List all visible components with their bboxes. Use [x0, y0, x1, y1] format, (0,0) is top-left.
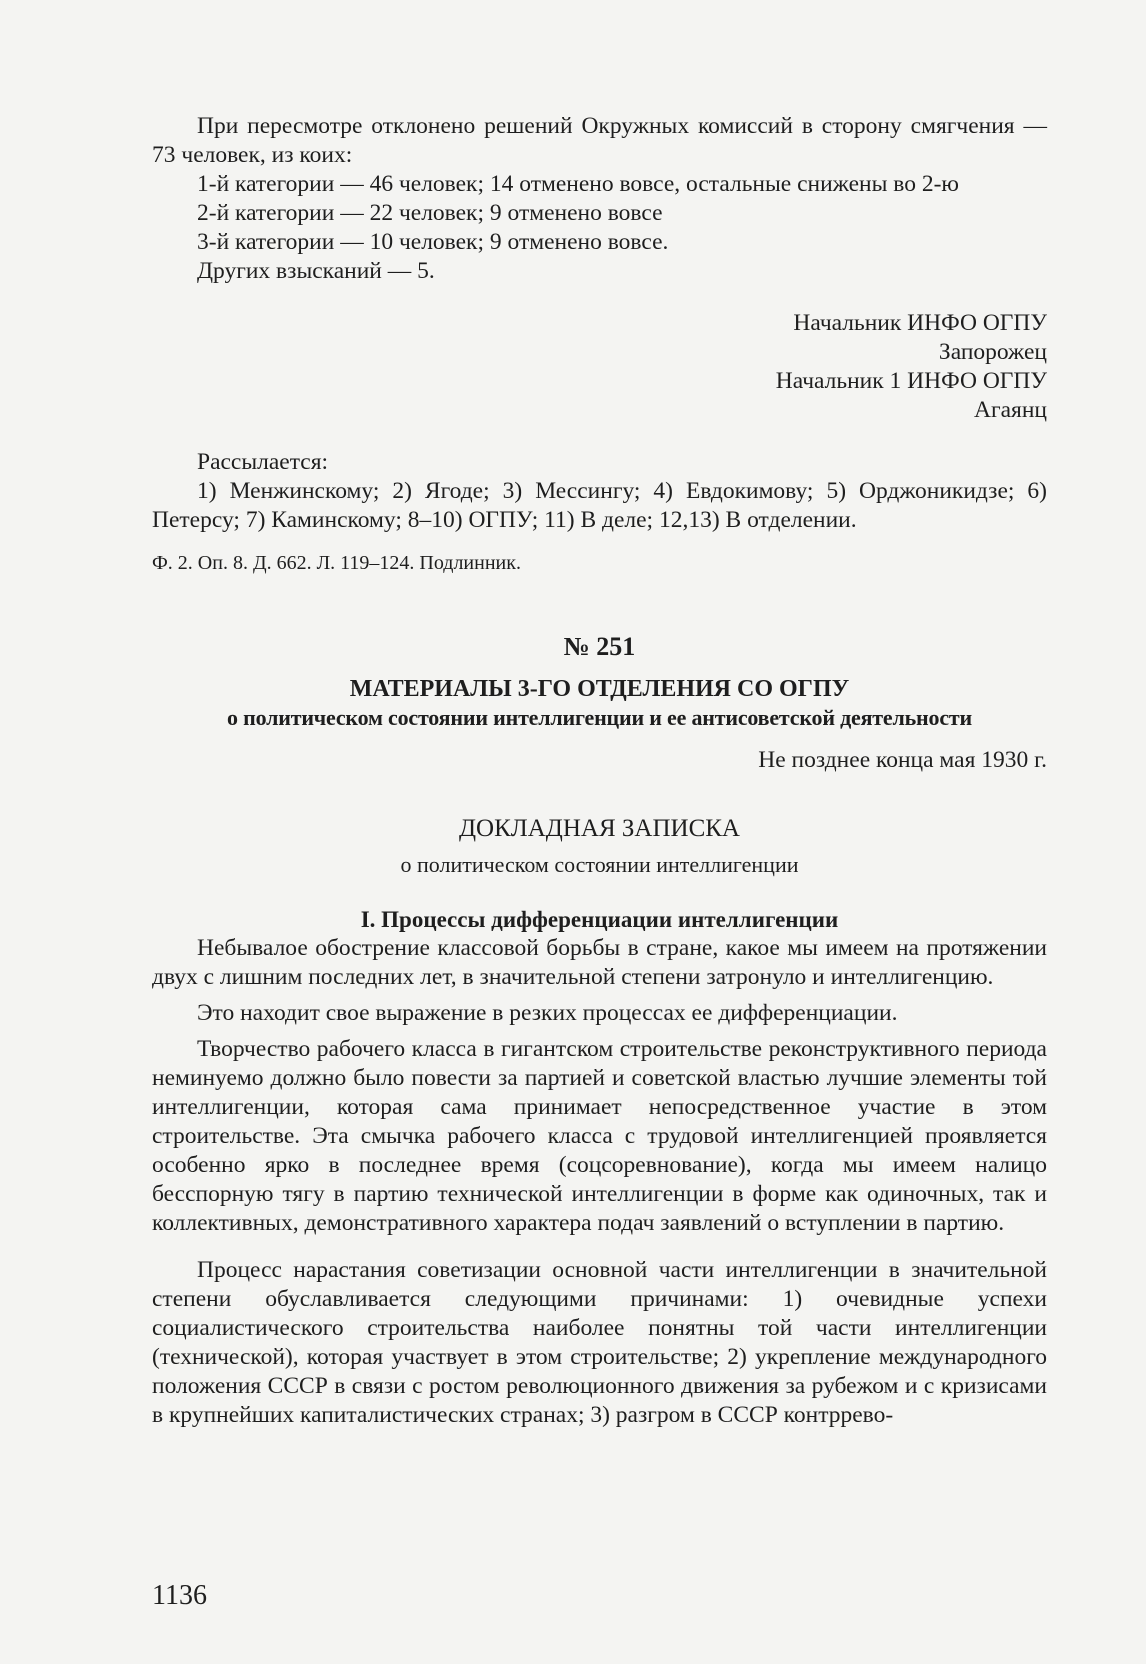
body-paragraph: Процесс нарастания советизации основной части интеллигенции в значительной степени обуславливается следующими причинами: 1) очевидные успехи социалистического строительства наиболее понятны той части интеллигенции (технической), которая участвует в этом строительстве; 2) укрепление международного положения СССР в связи с ростом революционного движения за рубежом и с кризисами в крупнейших капиталистических странах; 3) разгром в СССР контррево- [152, 1257, 1047, 1428]
other-penalties-line: Других взысканий — 5. [197, 258, 435, 284]
body-paragraph: Это находит свое выражение в резких процессах ее дифференциации. [197, 1000, 898, 1026]
revision-intro: При пересмотре отклонено решений Окружных комиссий в сторону смягчения — 73 человек, из коих: [152, 113, 1047, 168]
signature-title-2: Начальник 1 ИНФО ОГПУ [775, 368, 1047, 394]
distribution-label: Рассылается: [197, 449, 329, 475]
memo-title: ДОКЛАДНАЯ ЗАПИСКА [459, 815, 740, 842]
document-title: МАТЕРИАЛЫ 3-ГО ОТДЕЛЕНИЯ СО ОГПУ [349, 676, 850, 702]
signature-name-1: Запорожец [938, 339, 1047, 365]
body-paragraph: Небывалое обострение классовой борьбы в стране, какое мы имеем на протяжении двух с лишним последних лет, в значительной степени затронуло и интеллигенцию. [152, 935, 1047, 990]
document-subtitle: о политическом состоянии интеллигенции и ее антисоветской деятельности [227, 705, 972, 730]
distribution-list: 1) Менжинскому; 2) Ягоде; 3) Мессингу; 4) Евдокимову; 5) Орджоникидзе; 6) Петерсу; 7) Каминскому; 8–10) ОГПУ; 11) В деле; 12,13) В отделении. [152, 478, 1047, 533]
signature-name-2: Агаянц [973, 397, 1047, 423]
document-date: Не позднее конца мая 1930 г. [758, 747, 1047, 773]
signature-title-1: Начальник ИНФО ОГПУ [793, 310, 1047, 336]
signature-block [152, 309, 1047, 425]
section-heading: I. Процессы дифференциации интеллигенции [360, 907, 839, 932]
archive-source: Ф. 2. Оп. 8. Д. 662. Л. 119–124. Подлинник. [152, 552, 521, 574]
report-ending [152, 112, 1047, 578]
category-line-1: 1-й категории — 46 человек; 14 отменено вовсе, остальные снижены во 2-ю [197, 171, 959, 197]
body-paragraph: Творчество рабочего класса в гигантском строительстве реконструктивного периода неминуемо должно было повести за партией и советской властью лучшие элементы той интеллигенции, которая сама принимает непосредственное участие в этом строительстве. Эта смычка рабочего класса с трудовой интеллигенцией проявляется особенно ярко в последнее время (соцсоревнование), когда мы имеем налицо бесспорную тягу в партию технической интеллигенции в форме как одиночных, так и коллективных, демонстративного характера подач заявлений о вступлении в партию. [152, 1036, 1047, 1236]
document-number: № 251 [563, 632, 636, 661]
category-line-3: 3-й категории — 10 человек; 9 отменено вовсе. [197, 229, 669, 255]
page-number: 1136 [152, 1580, 207, 1611]
category-line-2: 2-й категории — 22 человек; 9 отменено вовсе [197, 200, 663, 226]
document-251 [152, 630, 1047, 1430]
memo-subtitle: о политическом состоянии интеллигенции [400, 852, 799, 877]
